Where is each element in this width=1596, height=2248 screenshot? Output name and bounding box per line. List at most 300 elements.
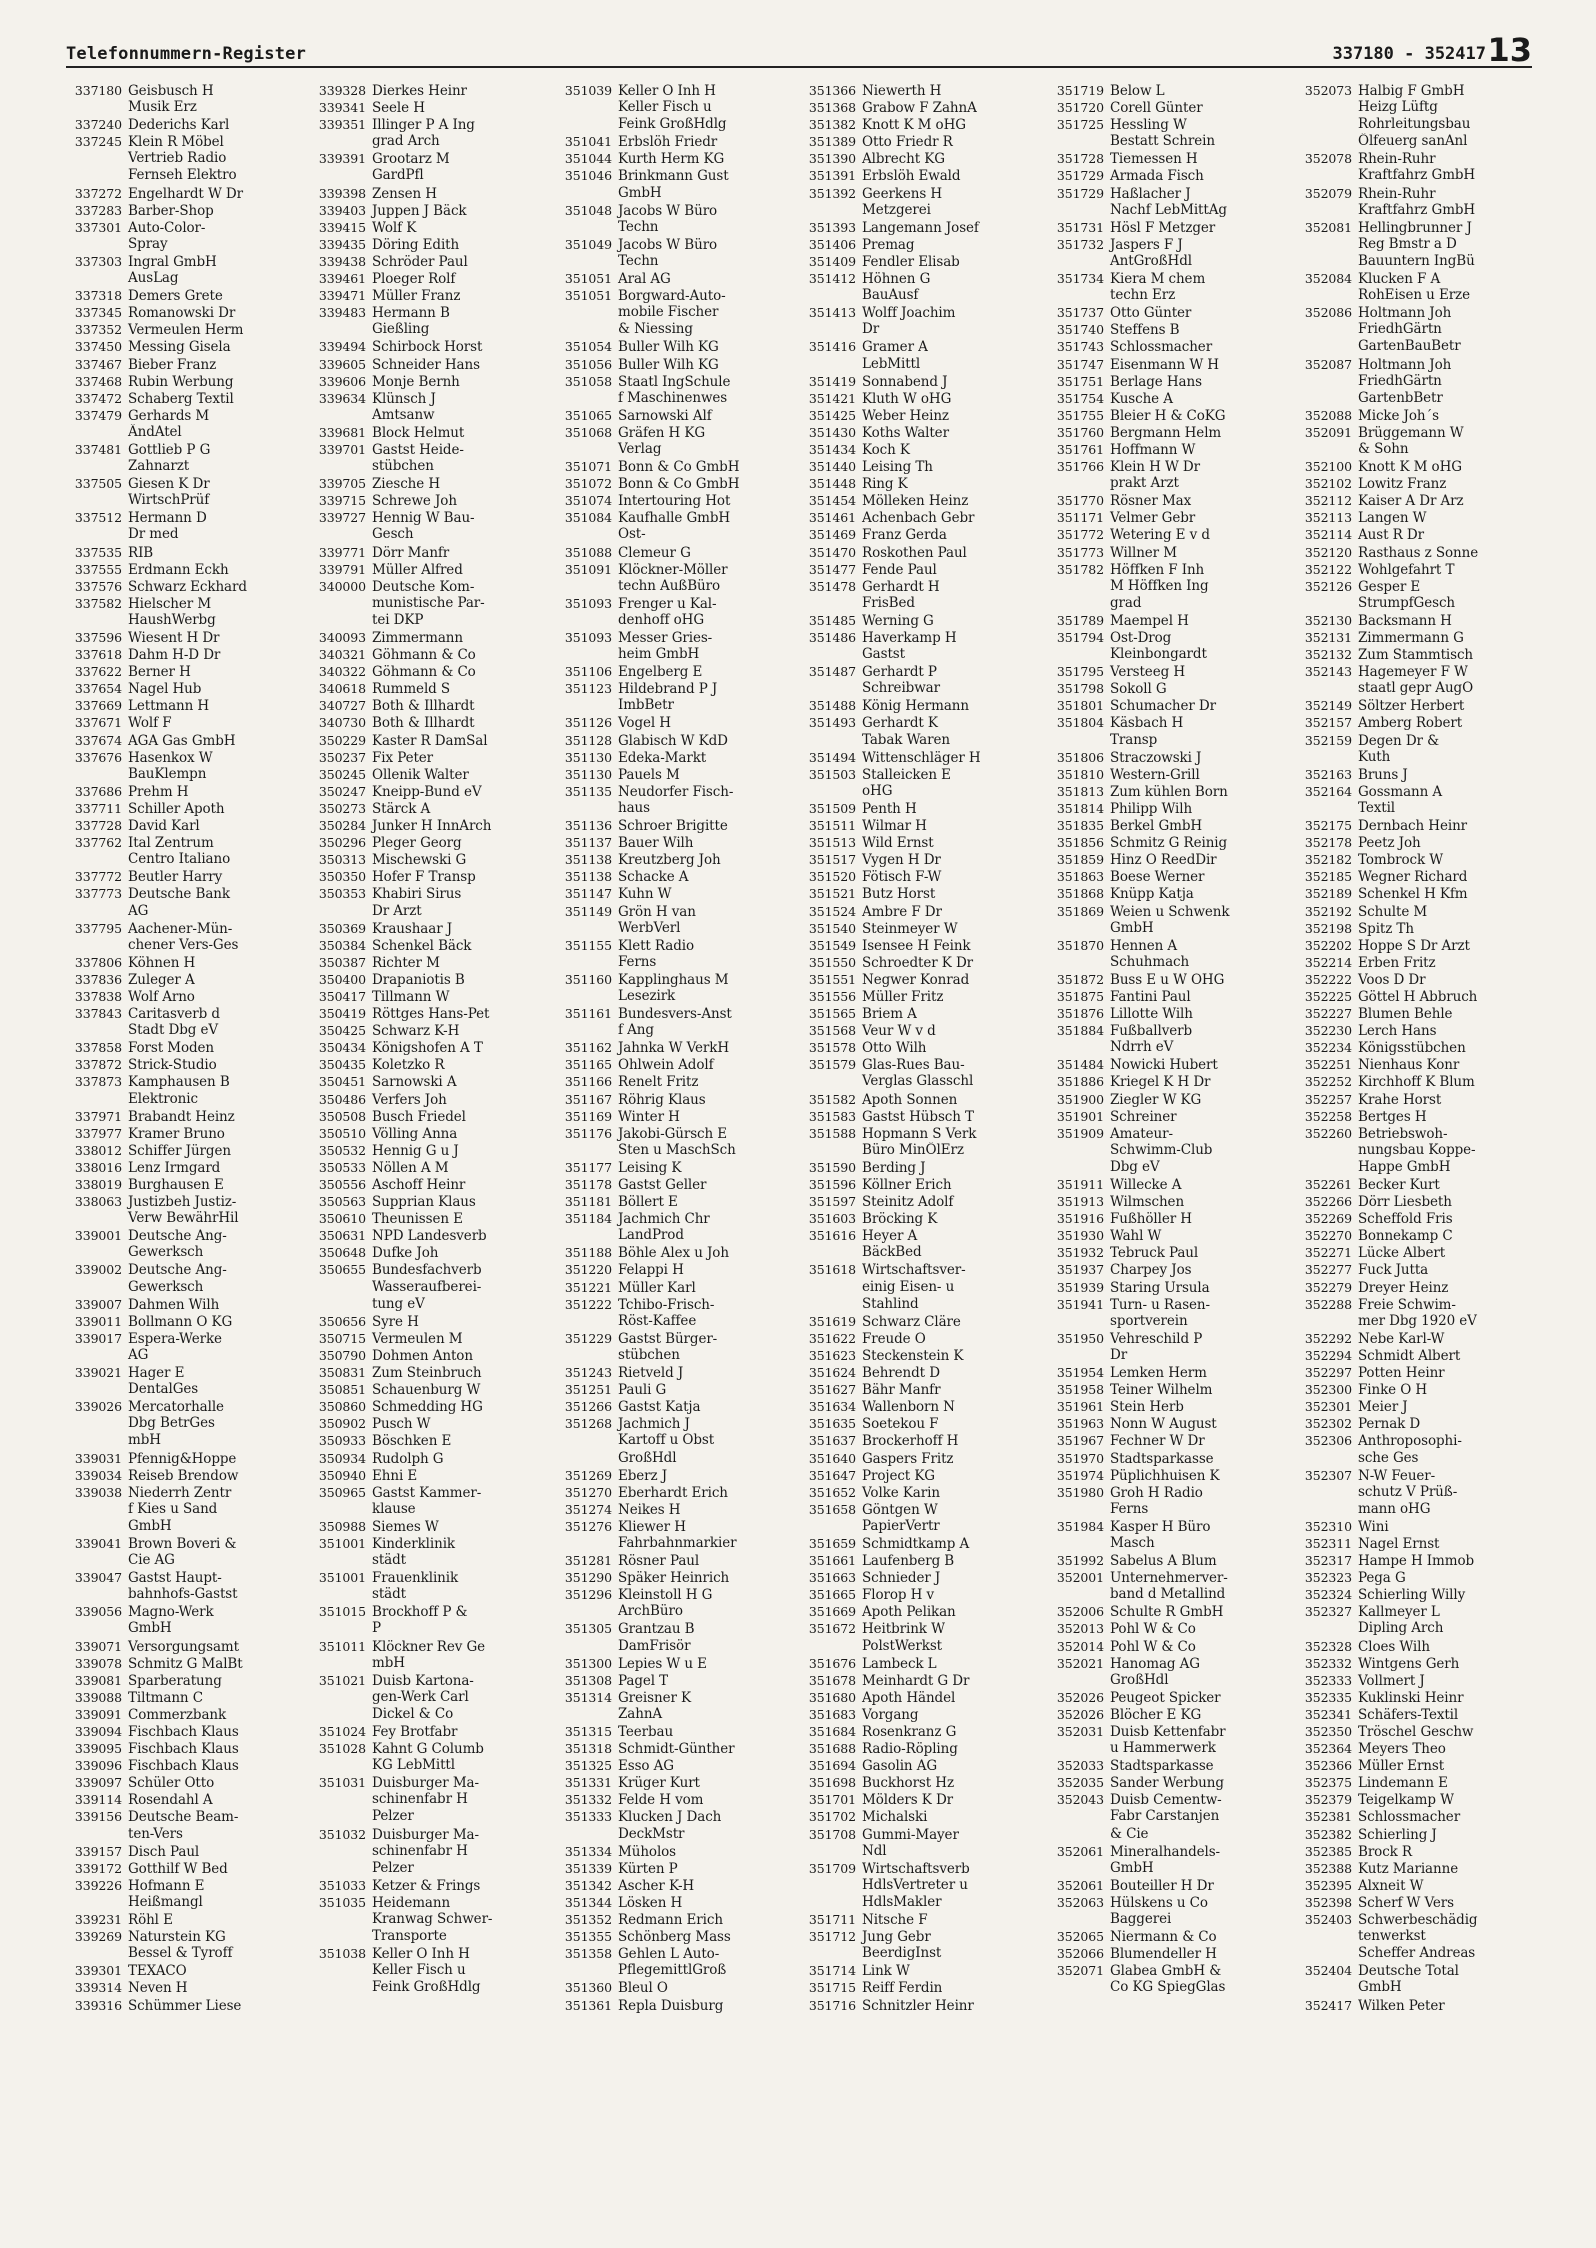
directory-entry [556, 407, 794, 424]
subscriber-name: Schüler Otto [128, 1775, 215, 1792]
directory-entry [66, 287, 304, 304]
directory-entry [1296, 988, 1534, 1005]
phone-number: 351024 [318, 1724, 366, 1739]
subscriber-name: f Kies u Sand [128, 1500, 218, 1517]
subscriber-name: Kapplinghaus M [618, 971, 729, 988]
phone-number: 352403 [1304, 1912, 1352, 1928]
subscriber-name: Jaspers F J [1110, 236, 1183, 253]
subscriber-name: Blöcher E KG [1110, 1706, 1202, 1723]
phone-number: 337686 [74, 783, 122, 799]
subscriber-name: Hinz O ReedDir [1110, 852, 1217, 869]
directory-entry [556, 937, 794, 971]
phone-number: 351709 [808, 1860, 856, 1876]
directory-entry [1048, 1928, 1286, 1945]
phone-number: 352335 [1304, 1689, 1352, 1705]
subscriber-name: Fischbach Klaus [128, 1724, 239, 1740]
directory-entry [310, 646, 548, 663]
directory-entry [310, 1467, 548, 1484]
subscriber-name: Gehlen L Auto- [618, 1946, 720, 1963]
subscriber-name: Hildebrand P J [618, 681, 718, 698]
subscriber-name: Schmedding HG [372, 1399, 483, 1416]
subscriber-name: Bauer Wilh [618, 835, 694, 852]
subscriber-name: tenwerkst [1358, 1928, 1426, 1945]
phone-number: 352149 [1304, 698, 1352, 714]
phone-number: 340093 [318, 630, 366, 645]
subscriber-name: Intertouring Hot [618, 493, 731, 510]
subscriber-name: Koths Walter [862, 424, 949, 441]
directory-entry [556, 1364, 794, 1381]
subscriber-name: Justizbeh Justiz- [128, 1194, 237, 1211]
subscriber-name: Aachener-Mün- [128, 920, 233, 937]
directory-entry [66, 1398, 304, 1449]
directory-entry [310, 1176, 548, 1193]
subscriber-name: Neven H [128, 1980, 188, 1997]
phone-number: 337795 [74, 920, 122, 936]
phone-number: 352130 [1304, 612, 1352, 628]
directory-entry [800, 1552, 1038, 1569]
directory-column-4 [800, 82, 1038, 2014]
subscriber-name: bahnhofs-Gastst [128, 1586, 238, 1603]
subscriber-name: sche Ges [1358, 1449, 1419, 1466]
phone-number: 352061 [1056, 1843, 1104, 1859]
subscriber-name: Roskothen Paul [862, 544, 967, 561]
directory-entry [66, 561, 304, 578]
directory-entry [310, 1381, 548, 1398]
directory-entry [66, 1706, 304, 1723]
subscriber-name: Bruns J [1358, 766, 1408, 783]
phone-number: 351091 [564, 561, 612, 577]
directory-entry [1296, 1296, 1534, 1330]
phone-number: 337468 [74, 373, 122, 389]
directory-entry [1296, 1039, 1534, 1056]
subscriber-name: BäckBed [862, 1244, 922, 1261]
directory-entry [1048, 270, 1286, 304]
phone-number: 337728 [74, 818, 122, 834]
phone-number: 351652 [808, 1484, 856, 1500]
phone-number: 352198 [1304, 920, 1352, 936]
phone-number: 351568 [808, 1023, 856, 1039]
directory-entry [310, 1774, 548, 1825]
directory-entry [556, 1860, 794, 1877]
phone-number: 351088 [564, 544, 612, 560]
directory-entry [800, 834, 1038, 851]
directory-entry [800, 885, 1038, 902]
directory-entry [800, 1159, 1038, 1176]
subscriber-name: Aust R Dr [1358, 527, 1424, 544]
subscriber-name: Peetz Joh [1358, 835, 1421, 852]
subscriber-name: Edeka-Markt [618, 749, 707, 766]
subscriber-name: Demers Grete [128, 288, 223, 305]
directory-entry [66, 1193, 304, 1227]
subscriber-name: Below L [1110, 83, 1165, 99]
directory-entry [1048, 526, 1286, 543]
subscriber-name: Redmann Erich [618, 1912, 723, 1929]
directory-entry [800, 1176, 1038, 1193]
subscriber-name: FrisBed [862, 594, 915, 611]
phone-number: 351448 [808, 476, 856, 492]
subscriber-name: Fendler Elisab [862, 253, 960, 270]
subscriber-name: Mercatorhalle [128, 1399, 224, 1416]
subscriber-name: Fantini Paul [1110, 988, 1191, 1005]
subscriber-name: Hermann B [372, 305, 450, 322]
directory-entry [66, 680, 304, 697]
phone-number: 351941 [1056, 1296, 1104, 1312]
subscriber-name: ArchBüro [618, 1603, 683, 1620]
phone-number: 351672 [808, 1621, 856, 1637]
directory-entry [66, 253, 304, 287]
subscriber-name: Schümmer Liese [128, 1997, 242, 2014]
directory-entry [1296, 1860, 1534, 1877]
phone-number: 350715 [318, 1330, 366, 1346]
phone-number: 351872 [1056, 971, 1104, 987]
directory-entry [66, 1603, 304, 1637]
subscriber-name: Franz Gerda [862, 527, 947, 544]
phone-number: 339438 [318, 253, 366, 269]
phone-number: 351015 [318, 1604, 366, 1620]
directory-entry [1296, 1997, 1534, 2014]
subscriber-name: Holtmann Joh [1358, 305, 1452, 322]
phone-number: 339026 [74, 1399, 122, 1415]
directory-entry [556, 356, 794, 373]
directory-entry [310, 1603, 548, 1637]
phone-number: 352063 [1056, 1894, 1104, 1910]
directory-entry [1296, 851, 1534, 868]
phone-number: 351813 [1056, 783, 1104, 799]
subscriber-name: Bundesvers-Anst [618, 1006, 732, 1023]
directory-entry [1048, 885, 1286, 902]
phone-number: 351281 [564, 1553, 612, 1569]
subscriber-name: Böhle Alex u Joh [618, 1245, 729, 1262]
subscriber-name: Hanomag AG [1110, 1655, 1200, 1672]
phone-number: 350965 [318, 1484, 366, 1500]
directory-entry [800, 1210, 1038, 1227]
directory-entry [800, 1039, 1038, 1056]
subscriber-name: Seele H [372, 100, 425, 117]
phone-number: 352288 [1304, 1296, 1352, 1312]
phone-number: 351412 [808, 271, 856, 287]
phone-number: 352317 [1304, 1553, 1352, 1569]
subscriber-name: Disch Paul [128, 1843, 200, 1860]
directory-entry [800, 1774, 1038, 1791]
phone-number: 350451 [318, 1074, 366, 1090]
directory-entry [556, 1073, 794, 1090]
directory-entry [310, 680, 548, 697]
subscriber-name: Peugeot Spicker [1110, 1689, 1221, 1706]
subscriber-name: Rietveld J [618, 1365, 684, 1382]
subscriber-name: Heitbrink W [862, 1621, 945, 1638]
phone-number: 352066 [1056, 1946, 1104, 1962]
subscriber-name: Burghausen E [128, 1177, 224, 1193]
directory-entry [1048, 749, 1286, 766]
subscriber-name: Wiesent H Dr [128, 630, 220, 646]
phone-number: 351556 [808, 988, 856, 1004]
directory-entry [310, 356, 548, 373]
subscriber-name: Ost- [618, 526, 646, 543]
phone-number: 351930 [1056, 1228, 1104, 1244]
phone-number: 352294 [1304, 1347, 1352, 1363]
phone-number: 351044 [564, 151, 612, 167]
phone-number: 351041 [564, 134, 612, 150]
subscriber-name: Schreiner [1110, 1108, 1177, 1125]
directory-entry [556, 851, 794, 868]
directory-entry [1296, 544, 1534, 561]
directory-entry [1296, 526, 1534, 543]
directory-entry [800, 663, 1038, 697]
directory-entry [556, 1005, 794, 1039]
subscriber-name: Tebruck Paul [1110, 1245, 1199, 1262]
phone-number: 351801 [1056, 698, 1104, 714]
directory-entry [1048, 851, 1286, 868]
directory-entry [66, 356, 304, 373]
phone-number: 351810 [1056, 766, 1104, 782]
subscriber-name: Wirtschaftsverb [862, 1860, 970, 1877]
directory-entry [1048, 1638, 1286, 1655]
directory-entry [800, 1501, 1038, 1535]
subscriber-name: Brinkmann Gust [618, 168, 729, 185]
phone-number: 352159 [1304, 732, 1352, 748]
subscriber-name: Holtmann Joh [1358, 356, 1452, 373]
directory-entry [1296, 1911, 1534, 1962]
phone-number: 351454 [808, 493, 856, 509]
directory-entry [556, 1945, 794, 1979]
directory-entry [66, 321, 304, 338]
subscriber-name: Kliewer H [618, 1518, 686, 1535]
phone-number: 350417 [318, 988, 366, 1004]
phone-number: 337669 [74, 698, 122, 714]
directory-entry [1296, 1091, 1534, 1108]
subscriber-name: Grantzau B [618, 1621, 695, 1638]
directory-entry [66, 1176, 304, 1193]
phone-number: 352230 [1304, 1023, 1352, 1039]
phone-number: 339269 [74, 1929, 122, 1945]
phone-number: 352395 [1304, 1877, 1352, 1893]
subscriber-name: Dipling Arch [1358, 1620, 1444, 1637]
subscriber-name: HdlsMakler [862, 1893, 942, 1910]
phone-number: 337654 [74, 681, 122, 697]
directory-entry [1048, 783, 1286, 800]
directory-entry [310, 441, 548, 475]
subscriber-name: Felappi H [618, 1262, 684, 1279]
phone-number: 337345 [74, 305, 122, 321]
phone-number: 338012 [74, 1142, 122, 1158]
phone-number: 352302 [1304, 1416, 1352, 1432]
subscriber-name: Heißmangl [128, 1893, 203, 1910]
directory-entry [800, 903, 1038, 920]
directory-entry [556, 629, 794, 663]
subscriber-name: Backsmann H [1358, 612, 1452, 629]
subscriber-name: GmbH [1358, 1979, 1402, 1996]
subscriber-name: ZahnA [618, 1705, 663, 1722]
subscriber-name: mann oHG [1358, 1500, 1431, 1517]
phone-number: 351659 [808, 1535, 856, 1551]
subscriber-name: Mischewski G [372, 852, 467, 869]
directory-entry [66, 920, 304, 954]
subscriber-name: Knott K M oHG [862, 117, 966, 134]
phone-number: 351635 [808, 1416, 856, 1432]
subscriber-name: Berkel GmbH [1110, 818, 1203, 835]
subscriber-name: Rohrleitungsbau [1358, 116, 1471, 133]
directory-entry [800, 1091, 1038, 1108]
phone-number: 350247 [318, 783, 366, 799]
phone-number: 338016 [74, 1159, 122, 1175]
directory-entry [310, 492, 548, 509]
directory-entry [800, 133, 1038, 150]
directory-entry [1048, 424, 1286, 441]
subscriber-name: Brown Boveri & [128, 1535, 237, 1552]
phone-number: 351382 [808, 117, 856, 133]
phone-number: 352113 [1304, 510, 1352, 526]
directory-entry [800, 1689, 1038, 1706]
phone-number: 351725 [1056, 117, 1104, 133]
subscriber-name: chener Vers-Ges [128, 936, 239, 953]
subscriber-name: Glabea GmbH & [1110, 1963, 1222, 1980]
phone-number: 337180 [74, 83, 122, 98]
phone-number: 351331 [564, 1775, 612, 1791]
phone-number: 351747 [1056, 356, 1104, 372]
directory-entry [1296, 1723, 1534, 1740]
subscriber-name: Buller Wilh KG [618, 339, 719, 356]
subscriber-name: Turn- u Rasen- [1110, 1296, 1210, 1313]
phone-number: 351342 [564, 1877, 612, 1893]
subscriber-name: Neikes H [618, 1501, 681, 1518]
phone-number: 351578 [808, 1040, 856, 1056]
directory-entry [556, 1296, 794, 1330]
subscriber-name: Unternehmerver- [1110, 1570, 1228, 1587]
subscriber-name: Aral AG [618, 271, 671, 288]
directory-entry [800, 851, 1038, 868]
subscriber-name: Lindemann E [1358, 1775, 1448, 1792]
subscriber-name: Apoth Händel [862, 1689, 956, 1706]
subscriber-name: NPD Landesverb [372, 1228, 487, 1245]
phone-number: 352189 [1304, 886, 1352, 902]
phone-number: 352327 [1304, 1604, 1352, 1620]
phone-number: 350296 [318, 835, 366, 851]
subscriber-name: Wilmar H [862, 818, 927, 835]
phone-number: 351875 [1056, 988, 1104, 1004]
directory-entry [310, 1826, 548, 1877]
phone-number: 350350 [318, 869, 366, 885]
subscriber-name: Pauels M [618, 766, 680, 783]
directory-entry [310, 253, 548, 270]
subscriber-name: Dickel & Co [372, 1705, 454, 1722]
directory-entry [1048, 441, 1286, 458]
phone-number: 351425 [808, 407, 856, 423]
phone-number: 351290 [564, 1570, 612, 1586]
directory-entry [800, 1005, 1038, 1022]
phone-number: 351305 [564, 1621, 612, 1637]
phone-number: 351980 [1056, 1484, 1104, 1500]
subscriber-name: Alxneit W [1358, 1877, 1424, 1894]
phone-number: 350425 [318, 1023, 366, 1039]
directory-entry [1048, 492, 1286, 509]
subscriber-name: Wasseraufberei- [372, 1278, 482, 1295]
subscriber-name: Erbslöh Ewald [862, 168, 961, 185]
directory-entry [1048, 1877, 1286, 1894]
phone-number: 337303 [74, 253, 122, 269]
phone-number: 351624 [808, 1365, 856, 1381]
subscriber-name: Romanowski Dr [128, 305, 236, 322]
phone-number: 351314 [564, 1689, 612, 1705]
phone-number: 351984 [1056, 1518, 1104, 1534]
directory-entry [556, 287, 794, 338]
subscriber-name: Erbslöh Friedr [618, 134, 718, 151]
subscriber-name: Amtsanw [372, 406, 435, 423]
phone-number: 351128 [564, 732, 612, 748]
subscriber-name: Corell Günter [1110, 100, 1203, 117]
directory-entry [310, 1056, 548, 1073]
phone-number: 339316 [74, 1997, 122, 2013]
subscriber-name: Giesen K Dr [128, 476, 210, 493]
phone-number: 339021 [74, 1365, 122, 1381]
subscriber-name: Glabisch W KdD [618, 732, 728, 749]
subscriber-name: Kirchhoff K Blum [1358, 1074, 1475, 1091]
subscriber-name: Schwarz Eckhard [128, 578, 247, 595]
subscriber-name: f Maschinenwes [618, 389, 728, 406]
subscriber-name: Michalski [862, 1809, 928, 1826]
directory-entry [310, 1210, 548, 1227]
phone-number: 351521 [808, 886, 856, 902]
subscriber-name: Kraftfahrz GmbH [1358, 201, 1476, 218]
directory-entry [556, 1039, 794, 1056]
directory-entry [1048, 1450, 1286, 1467]
directory-entry [800, 629, 1038, 663]
subscriber-name: Repla Duisburg [618, 1997, 724, 2014]
phone-number: 352035 [1056, 1775, 1104, 1791]
phone-number: 352132 [1304, 647, 1352, 663]
subscriber-name: Neudorfer Fisch- [618, 783, 734, 800]
directory-entry [66, 868, 304, 885]
directory-entry [556, 1586, 794, 1620]
phone-number: 351344 [564, 1894, 612, 1910]
subscriber-name: Kamphausen B [128, 1074, 230, 1091]
subscriber-name: Dohmen Anton [372, 1347, 473, 1364]
subscriber-name: Clemeur G [618, 544, 691, 561]
directory-entry [800, 253, 1038, 270]
subscriber-name: DamFrisör [618, 1637, 691, 1654]
page-header [66, 30, 1532, 68]
subscriber-name: Stalleicken E [862, 766, 951, 783]
directory-entry [556, 561, 794, 595]
phone-number: 339226 [74, 1877, 122, 1893]
subscriber-name: AntGroßHdl [1110, 252, 1192, 269]
directory-entry [1296, 509, 1534, 526]
phone-number: 340727 [318, 698, 366, 714]
subscriber-name: Vermeulen Herm [128, 322, 244, 339]
directory-entry [1048, 1364, 1286, 1381]
phone-number: 340618 [318, 681, 366, 697]
phone-number: 337318 [74, 288, 122, 304]
phone-number: 351661 [808, 1553, 856, 1569]
directory-entry [310, 1244, 548, 1261]
subscriber-name: Hoffmann W [1110, 441, 1196, 458]
subscriber-name: ten-Vers [128, 1825, 183, 1842]
subscriber-name: Dr [1110, 1346, 1128, 1363]
phone-number: 351814 [1056, 800, 1104, 816]
directory-entry [1296, 1056, 1534, 1073]
directory-entry [310, 920, 548, 937]
subscriber-name: Scherf W Vers [1358, 1894, 1454, 1911]
directory-entry [310, 714, 548, 731]
subscriber-name: Zahnarzt [128, 458, 190, 475]
subscriber-name: Knüpp Katja [1110, 886, 1194, 903]
directory-entry [1048, 937, 1286, 971]
directory-entry [310, 851, 548, 868]
directory-entry [1048, 766, 1286, 783]
phone-number: 351909 [1056, 1125, 1104, 1141]
directory-entry [66, 1039, 304, 1056]
directory-entry [310, 663, 548, 680]
directory-entry [1048, 680, 1286, 697]
